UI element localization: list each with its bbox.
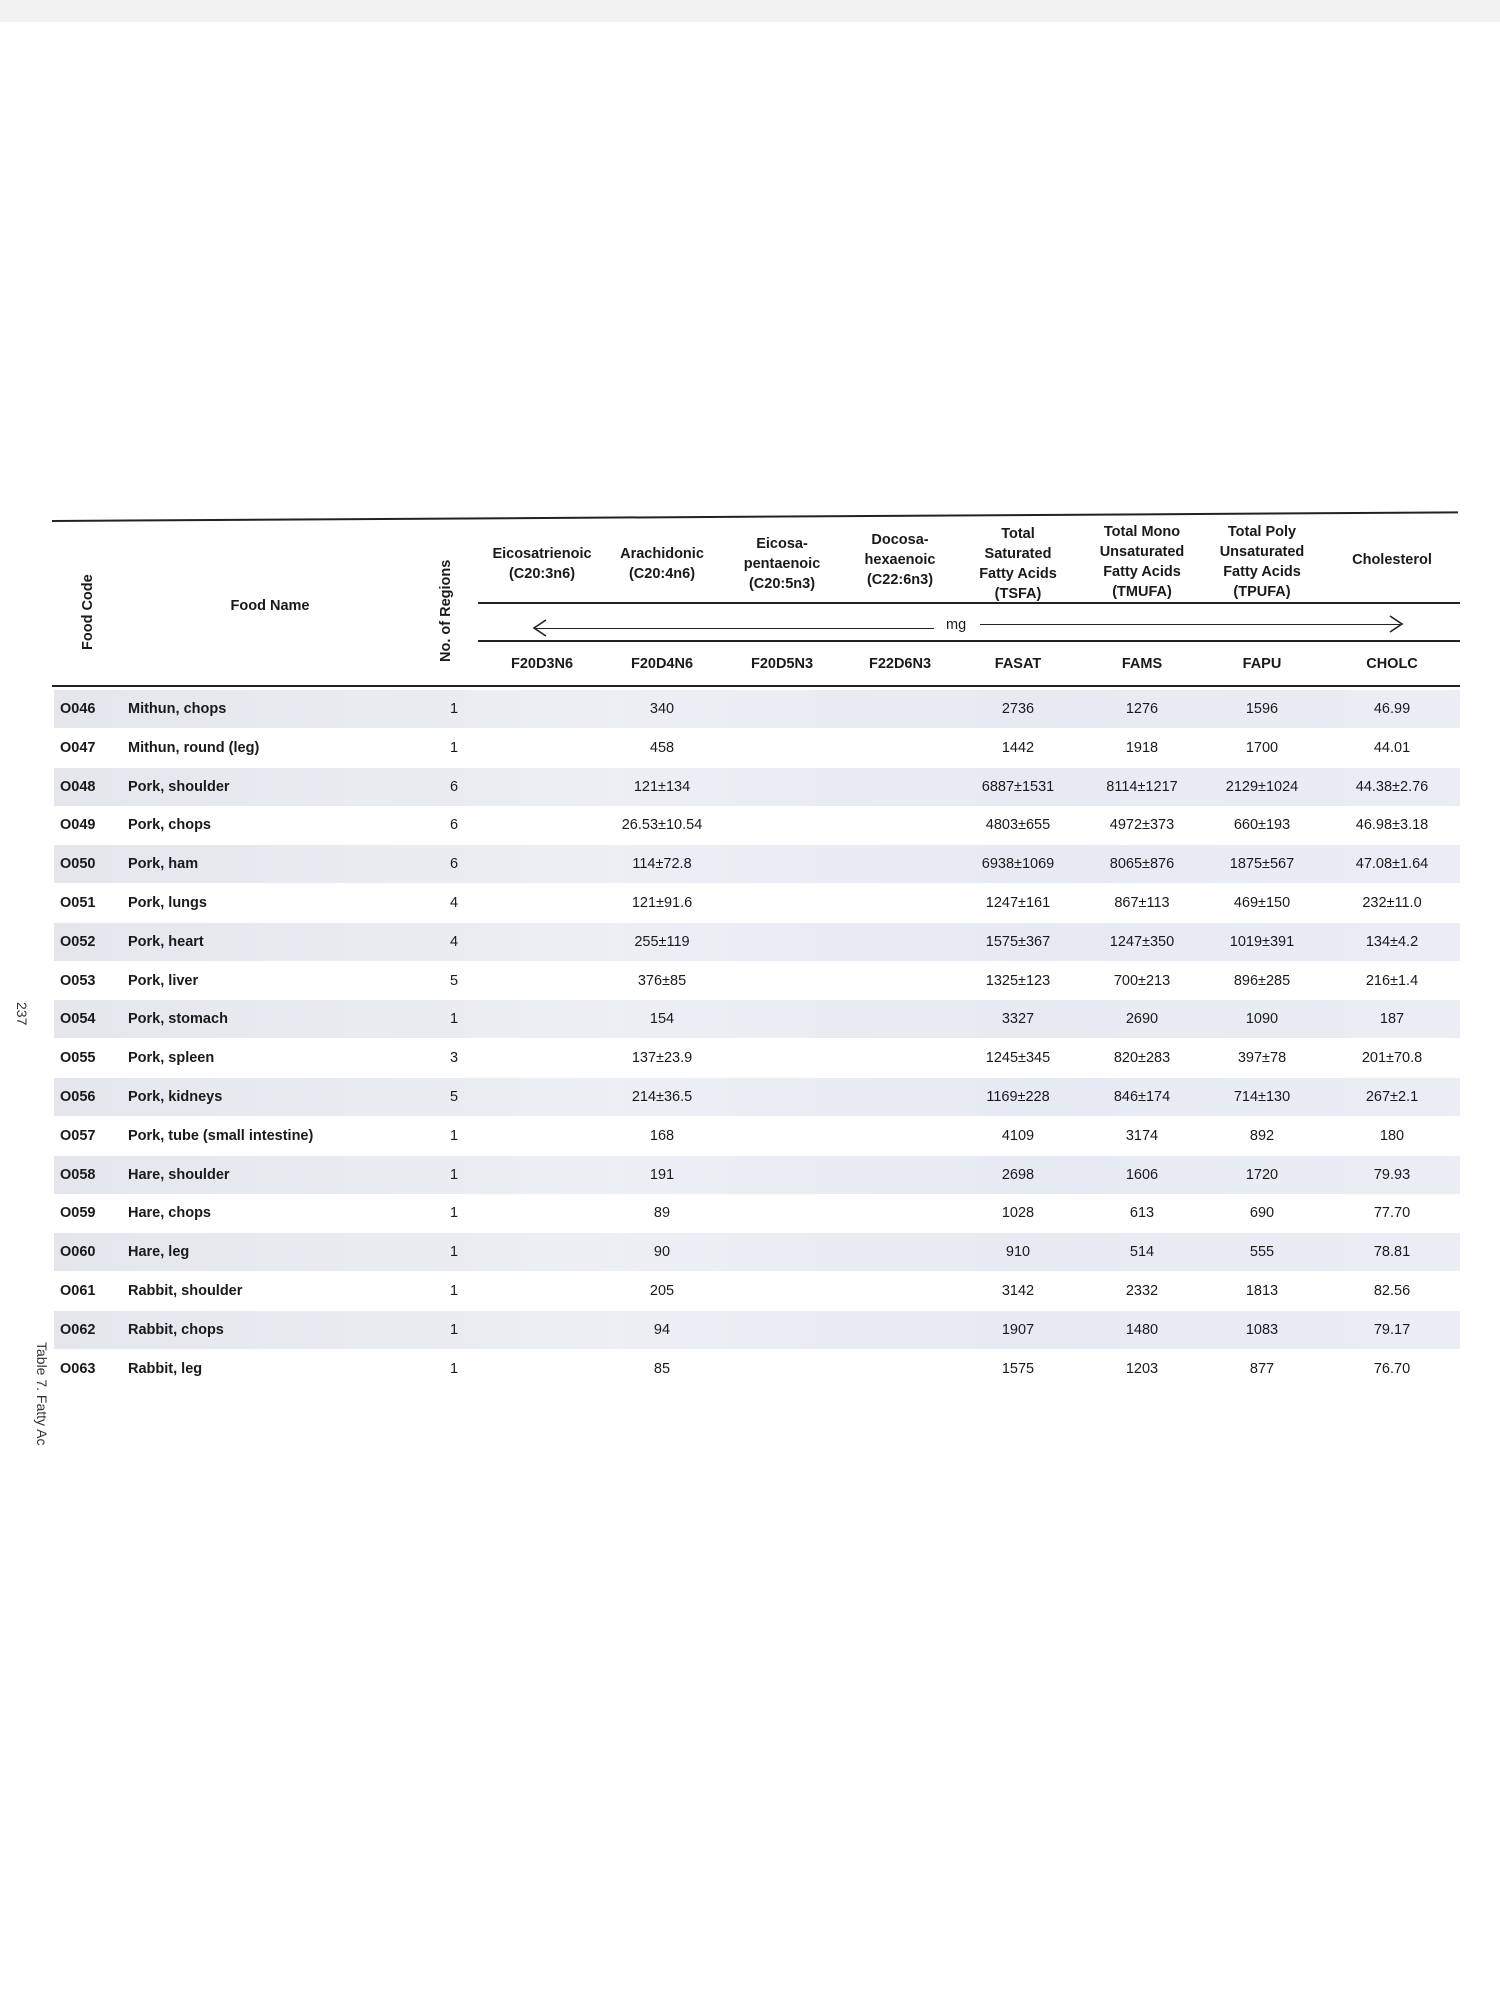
food-code-cell: O047 <box>60 739 96 756</box>
value-cell-cholc: 44.38±2.76 <box>1355 778 1429 795</box>
food-name-cell: Pork, chops <box>128 817 211 834</box>
food-name-cell: Pork, heart <box>128 933 204 950</box>
food-code-cell: O046 <box>60 701 96 717</box>
column-header-line: Total Poly <box>1227 524 1297 540</box>
food-code-cell: O063 <box>60 1360 96 1377</box>
regions-cell: 1 <box>449 1011 459 1028</box>
column-code-f20d3n6: F20D3N6 <box>510 656 574 672</box>
regions-cell: 5 <box>449 972 459 989</box>
column-header-line: Cholesterol <box>1352 552 1432 568</box>
value-cell-fasat: 910 <box>1005 1244 1031 1261</box>
value-cell-f20d4n6: 340 <box>649 701 675 717</box>
regions-cell: 6 <box>449 856 459 873</box>
value-cell-cholc: 46.99 <box>1373 701 1411 717</box>
column-header-cholc <box>1322 550 1462 570</box>
value-cell-f20d4n6: 89 <box>653 1205 671 1222</box>
arrow-left-icon <box>530 618 550 638</box>
value-cell-fapu: 469±150 <box>1233 895 1291 911</box>
food-name-cell: Hare, chops <box>128 1205 211 1222</box>
value-cell-fasat: 6938±1069 <box>981 856 1055 873</box>
food-name-cell: Pork, ham <box>128 856 199 873</box>
regions-cell: 3 <box>449 1050 459 1067</box>
regions-cell: 4 <box>449 895 459 911</box>
table-row <box>54 1311 1460 1349</box>
value-cell-fasat: 3327 <box>1001 1011 1035 1028</box>
value-cell-cholc: 187 <box>1379 1011 1405 1028</box>
food-code-cell: O051 <box>60 895 96 911</box>
column-header-line: (C20:5n3) <box>748 576 816 592</box>
value-cell-fams: 4972±373 <box>1109 817 1175 834</box>
column-header-line: hexaenoic <box>864 552 936 568</box>
regions-cell: 6 <box>449 778 459 795</box>
value-cell-fasat: 4803±655 <box>985 817 1051 834</box>
table-row <box>54 1233 1460 1271</box>
food-code-cell: O054 <box>60 1011 96 1028</box>
food-name-cell: Pork, spleen <box>128 1050 215 1067</box>
value-cell-f20d4n6: 191 <box>649 1166 675 1183</box>
value-cell-f20d3n6 <box>472 806 612 844</box>
value-cell-fams: 1203 <box>1125 1360 1159 1377</box>
value-cell-fasat: 1245±345 <box>985 1050 1051 1067</box>
value-cell-fams: 613 <box>1129 1205 1155 1222</box>
value-cell-fapu: 397±78 <box>1237 1050 1287 1067</box>
table-top-rule <box>52 511 1458 522</box>
column-header-fapu <box>1192 522 1332 602</box>
value-cell-f20d3n6 <box>472 1272 612 1310</box>
value-cell-cholc: 79.93 <box>1373 1166 1411 1183</box>
table-row <box>54 845 1460 883</box>
value-cell-fapu: 690 <box>1249 1205 1275 1222</box>
food-code-cell: O049 <box>60 817 96 834</box>
value-cell-f20d3n6 <box>472 1039 612 1077</box>
table-row <box>54 1272 1460 1310</box>
food-name-cell: Pork, lungs <box>128 895 207 911</box>
value-cell-fapu: 660±193 <box>1233 817 1291 834</box>
column-header-line: Total Mono <box>1103 524 1181 540</box>
value-cell-f20d4n6: 121±134 <box>633 778 691 795</box>
value-cell-fams: 1247±350 <box>1109 933 1175 950</box>
column-header-line: (C22:6n3) <box>866 572 934 588</box>
value-cell-fams: 846±174 <box>1113 1089 1171 1105</box>
value-cell-f20d4n6: 137±23.9 <box>631 1050 693 1067</box>
value-cell-fams: 1918 <box>1125 739 1159 756</box>
food-code-cell: O050 <box>60 856 96 873</box>
value-cell-f20d4n6: 90 <box>653 1244 671 1261</box>
value-cell-fams: 3174 <box>1125 1127 1159 1144</box>
column-header-line: (TSFA) <box>994 586 1042 602</box>
header-bottom-rule <box>52 685 1460 687</box>
value-cell-f20d3n6 <box>472 1350 612 1388</box>
value-cell-cholc: 76.70 <box>1373 1360 1411 1377</box>
value-cell-f20d4n6: 26.53±10.54 <box>621 817 703 834</box>
table-row <box>54 690 1460 728</box>
value-cell-cholc: 47.08±1.64 <box>1355 856 1429 873</box>
value-cell-f20d3n6 <box>472 1117 612 1155</box>
value-cell-fams: 8065±876 <box>1109 856 1175 873</box>
table-row <box>54 884 1460 922</box>
value-cell-cholc: 82.56 <box>1373 1283 1411 1299</box>
food-name-cell: Rabbit, leg <box>128 1360 203 1377</box>
table-caption: Table 7. Fatty Ac <box>34 1342 50 1446</box>
value-cell-f20d3n6 <box>472 768 612 806</box>
value-cell-cholc: 232±11.0 <box>1362 895 1422 911</box>
food-code-cell: O058 <box>60 1166 96 1183</box>
food-code-cell: O061 <box>60 1283 96 1299</box>
table-row <box>54 806 1460 844</box>
value-cell-f20d3n6 <box>472 884 612 922</box>
value-cell-fams: 1606 <box>1125 1166 1159 1183</box>
value-cell-cholc: 267±2.1 <box>1365 1089 1419 1105</box>
value-cell-fapu: 1019±391 <box>1229 933 1295 950</box>
value-cell-fasat: 4109 <box>1001 1127 1035 1144</box>
value-cell-f20d3n6 <box>472 1000 612 1038</box>
food-code-cell: O059 <box>60 1205 96 1222</box>
column-code-f20d4n6: F20D4N6 <box>630 656 694 672</box>
value-cell-cholc: 180 <box>1379 1127 1405 1144</box>
value-cell-f20d3n6 <box>472 729 612 767</box>
column-header-line: Total <box>1001 526 1035 542</box>
regions-cell: 4 <box>449 933 459 950</box>
value-cell-f20d4n6: 114±72.8 <box>632 856 692 873</box>
food-name-cell: Mithun, chops <box>128 701 227 717</box>
food-name-cell: Hare, leg <box>128 1244 190 1261</box>
value-cell-fapu: 2129±1024 <box>1225 778 1299 795</box>
unit-arrow-left-line <box>534 628 934 629</box>
table-row <box>54 1039 1460 1077</box>
value-cell-fapu: 896±285 <box>1233 972 1291 989</box>
regions-cell: 1 <box>449 1166 459 1183</box>
column-header-fams <box>1072 522 1212 602</box>
value-cell-fams: 8114±1217 <box>1106 778 1178 795</box>
value-cell-f20d4n6: 94 <box>653 1321 671 1338</box>
column-header-line: Docosa- <box>871 532 929 548</box>
value-cell-fapu: 1700 <box>1245 739 1279 756</box>
value-cell-f20d4n6: 214±36.5 <box>631 1089 693 1105</box>
value-cell-fasat: 1169±228 <box>986 1089 1050 1105</box>
column-header-line: Eicosa- <box>756 536 808 552</box>
column-code-fasat: FASAT <box>994 656 1042 672</box>
column-header-line: pentaenoic <box>743 556 821 572</box>
food-code-cell: O060 <box>60 1244 96 1261</box>
column-header-line: (TMUFA) <box>1112 584 1172 600</box>
value-cell-f20d4n6: 154 <box>649 1011 675 1028</box>
value-cell-f20d3n6 <box>472 962 612 1000</box>
regions-cell: 1 <box>449 1127 459 1144</box>
column-header-line: Arachidonic <box>620 546 704 562</box>
column-code-cholc: CHOLC <box>1366 656 1418 672</box>
table-row <box>54 1078 1460 1116</box>
table-row <box>54 1000 1460 1038</box>
food-name-cell: Pork, kidneys <box>128 1089 223 1105</box>
food-code-header: Food Code <box>80 574 96 650</box>
value-cell-f20d3n6 <box>472 845 612 883</box>
column-header-f20d4n6 <box>592 544 732 584</box>
regions-cell: 1 <box>449 1360 459 1377</box>
value-cell-f20d3n6 <box>472 1156 612 1194</box>
column-header-line: Eicosatrienoic <box>492 546 592 562</box>
regions-cell: 6 <box>449 817 459 834</box>
value-cell-fasat: 1907 <box>1001 1321 1035 1338</box>
value-cell-cholc: 44.01 <box>1373 739 1411 756</box>
value-cell-fapu: 1596 <box>1245 701 1279 717</box>
value-cell-f20d3n6 <box>472 690 612 728</box>
column-code-f22d6n3: F22D6N3 <box>868 656 932 672</box>
value-cell-fams: 1480 <box>1125 1321 1159 1338</box>
column-header-line: (C20:3n6) <box>508 566 576 582</box>
food-code-cell: O062 <box>60 1321 96 1338</box>
value-cell-fasat: 1575 <box>1001 1360 1035 1377</box>
header-code-rule <box>478 640 1460 642</box>
value-cell-fasat: 1247±161 <box>985 895 1051 911</box>
column-header-f20d3n6 <box>472 544 612 584</box>
food-name-cell: Mithun, round (leg) <box>128 739 260 756</box>
page-number: 237 <box>14 1002 30 1026</box>
regions-cell: 1 <box>449 701 459 717</box>
value-cell-f20d4n6: 255±119 <box>634 933 690 950</box>
value-cell-fasat: 1028 <box>1001 1205 1035 1222</box>
table-row <box>54 1350 1460 1388</box>
value-cell-cholc: 78.81 <box>1373 1244 1411 1261</box>
value-cell-fams: 2332 <box>1125 1283 1159 1299</box>
column-header-line: Fatty Acids <box>979 566 1057 582</box>
value-cell-cholc: 46.98±3.18 <box>1355 817 1429 834</box>
value-cell-fams: 2690 <box>1125 1011 1159 1028</box>
regions-header: No. of Regions <box>438 559 454 662</box>
value-cell-fapu: 714±130 <box>1233 1089 1291 1105</box>
regions-cell: 1 <box>449 739 459 756</box>
value-cell-f20d4n6: 121±91.6 <box>631 895 693 911</box>
food-name-cell: Rabbit, chops <box>128 1321 224 1338</box>
value-cell-f20d3n6 <box>472 1311 612 1349</box>
column-code-f20d5n3: F20D5N3 <box>750 656 814 672</box>
food-code-cell: O048 <box>60 778 96 795</box>
value-cell-fasat: 1575±367 <box>985 933 1051 950</box>
column-header-line: Saturated <box>984 546 1052 562</box>
value-cell-fams: 867±113 <box>1114 895 1170 911</box>
table-row <box>54 923 1460 961</box>
value-cell-f20d4n6: 376±85 <box>637 972 687 989</box>
value-cell-fapu: 892 <box>1249 1127 1275 1144</box>
value-cell-f20d3n6 <box>472 923 612 961</box>
food-name-cell: Rabbit, shoulder <box>128 1283 243 1299</box>
food-code-cell: O053 <box>60 972 96 989</box>
food-name-cell: Pork, shoulder <box>128 778 230 795</box>
regions-cell: 5 <box>449 1089 459 1105</box>
food-code-cell: O052 <box>60 933 96 950</box>
value-cell-cholc: 134±4.2 <box>1365 933 1419 950</box>
food-name-cell: Pork, stomach <box>128 1011 228 1028</box>
table-row <box>54 729 1460 767</box>
table-row <box>54 1194 1460 1232</box>
value-cell-fams: 514 <box>1129 1244 1155 1261</box>
value-cell-fasat: 3142 <box>1001 1283 1035 1299</box>
value-cell-f20d4n6: 168 <box>649 1127 675 1144</box>
value-cell-fasat: 1325±123 <box>985 972 1051 989</box>
value-cell-fapu: 1090 <box>1245 1011 1279 1028</box>
value-cell-fapu: 1875±567 <box>1229 856 1295 873</box>
value-cell-f20d3n6 <box>472 1233 612 1271</box>
table-row <box>54 962 1460 1000</box>
value-cell-f20d3n6 <box>472 1078 612 1116</box>
food-name-header: Food Name <box>230 598 310 614</box>
column-header-line: (C20:4n6) <box>628 566 696 582</box>
regions-cell: 1 <box>449 1205 459 1222</box>
value-cell-cholc: 216±1.4 <box>1365 972 1419 989</box>
column-header-line: Fatty Acids <box>1223 564 1301 580</box>
value-cell-cholc: 79.17 <box>1373 1321 1411 1338</box>
column-code-fapu: FAPU <box>1242 656 1282 672</box>
value-cell-f20d4n6: 458 <box>649 739 675 756</box>
regions-cell: 1 <box>449 1283 459 1299</box>
unit-arrow-right-line <box>980 624 1400 625</box>
value-cell-f20d3n6 <box>472 1194 612 1232</box>
arrow-right-icon <box>1386 614 1406 634</box>
food-code-cell: O056 <box>60 1089 96 1105</box>
value-cell-fasat: 1442 <box>1001 739 1035 756</box>
food-code-cell: O057 <box>60 1127 96 1144</box>
value-cell-fams: 700±213 <box>1113 972 1171 989</box>
value-cell-fams: 1276 <box>1125 701 1159 717</box>
value-cell-fapu: 555 <box>1249 1244 1275 1261</box>
value-cell-fasat: 2736 <box>1001 701 1035 717</box>
value-cell-f20d4n6: 85 <box>653 1360 671 1377</box>
column-header-line: (TPUFA) <box>1233 584 1291 600</box>
value-cell-cholc: 201±70.8 <box>1361 1050 1423 1067</box>
unit-label: mg <box>946 617 967 633</box>
column-code-fams: FAMS <box>1121 656 1163 672</box>
value-cell-fapu: 1813 <box>1245 1283 1279 1299</box>
value-cell-fams: 820±283 <box>1113 1050 1171 1067</box>
value-cell-fapu: 1720 <box>1245 1166 1279 1183</box>
food-name-cell: Pork, liver <box>128 972 199 989</box>
food-name-cell: Pork, tube (small intestine) <box>128 1127 314 1144</box>
table-row <box>54 768 1460 806</box>
column-header-line: Fatty Acids <box>1103 564 1181 580</box>
value-cell-fasat: 2698 <box>1001 1166 1035 1183</box>
value-cell-fasat: 6887±1531 <box>981 778 1055 795</box>
value-cell-fapu: 1083 <box>1245 1321 1279 1338</box>
column-header-fasat <box>948 524 1088 604</box>
regions-cell: 1 <box>449 1321 459 1338</box>
value-cell-f20d4n6: 205 <box>649 1283 675 1299</box>
table-row <box>54 1156 1460 1194</box>
table-row <box>54 1117 1460 1155</box>
column-header-line: Unsaturated <box>1099 544 1185 560</box>
food-code-cell: O055 <box>60 1050 96 1067</box>
food-name-cell: Hare, shoulder <box>128 1166 230 1183</box>
regions-cell: 1 <box>449 1244 459 1261</box>
value-cell-cholc: 77.70 <box>1373 1205 1411 1222</box>
value-cell-fapu: 877 <box>1249 1360 1275 1377</box>
column-header-line: Unsaturated <box>1219 544 1305 560</box>
